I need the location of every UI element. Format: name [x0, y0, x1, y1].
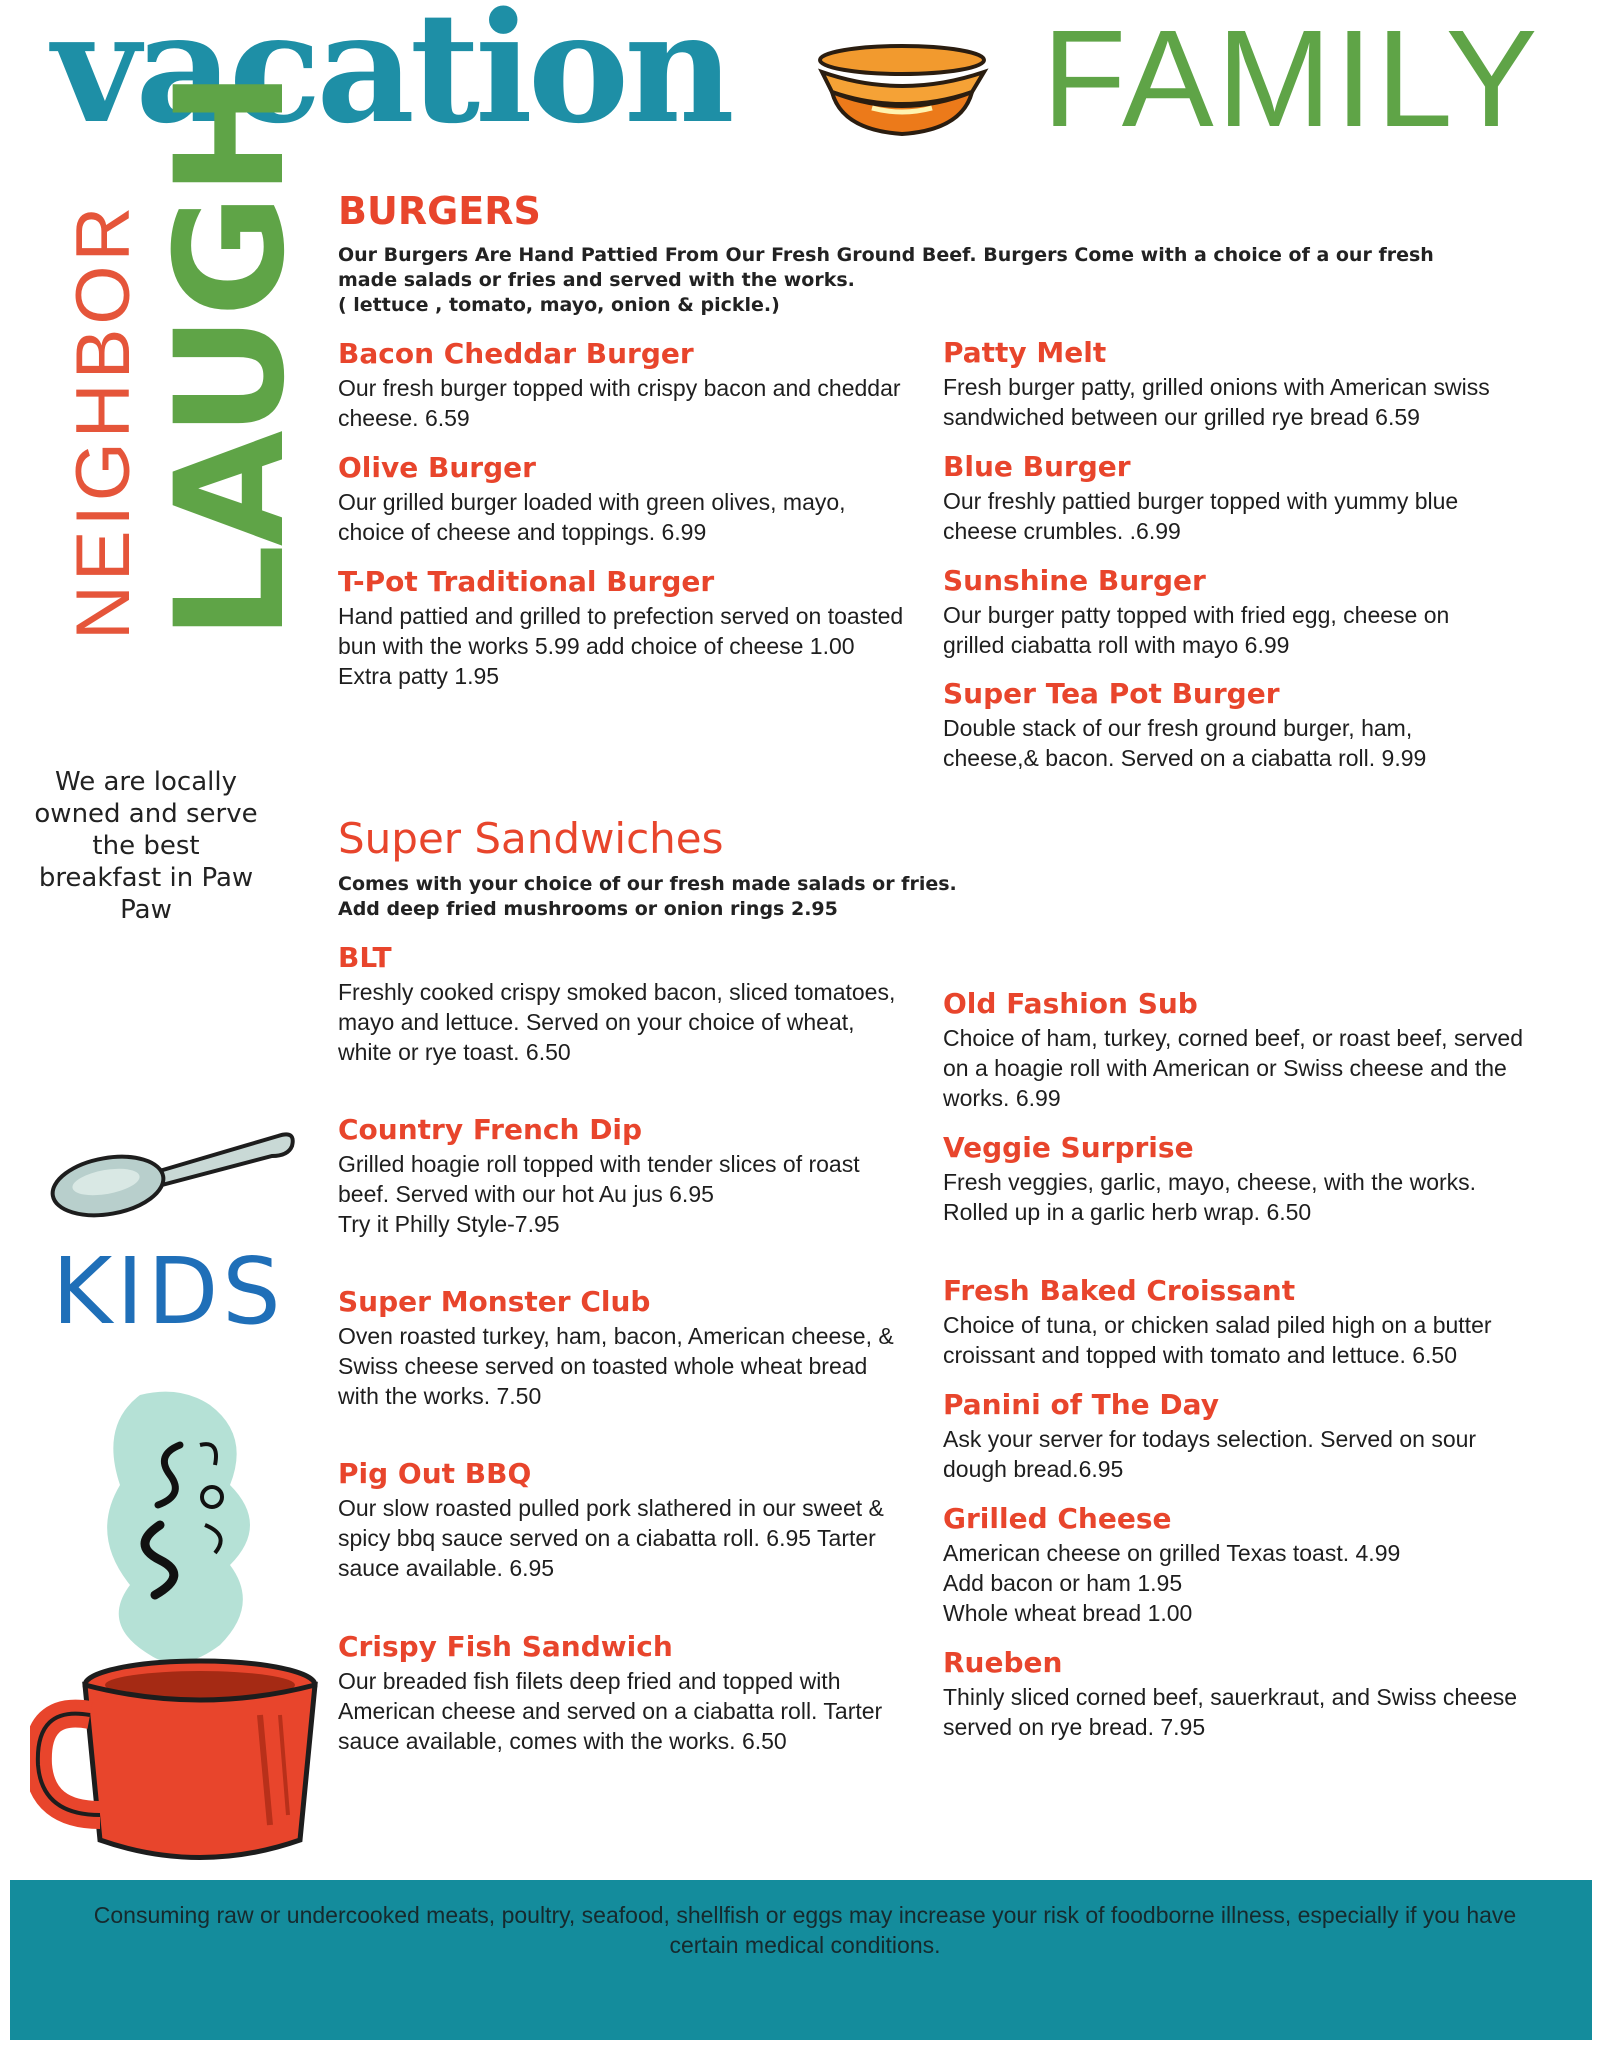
menu-item	[338, 337, 908, 433]
menu-item-name: Blue Burger	[943, 450, 1131, 483]
menu-item-name: Bacon Cheddar Burger	[338, 337, 694, 370]
menu-item-description: Freshly cooked crispy smoked bacon, sliced tomatoes, mayo and lettuce. Served on your choice of wheat, white or rye toast. 6.50	[338, 979, 896, 1065]
menu-item-name: Super Monster Club	[338, 1285, 651, 1318]
menu-item-name: Crispy Fish Sandwich	[338, 1630, 673, 1663]
side-word-laugh: LAUGH	[144, 72, 318, 640]
menu-item-name: Panini of The Day	[943, 1388, 1219, 1421]
menu-item	[943, 564, 1513, 660]
bowl-icon	[812, 30, 992, 145]
menu-item	[943, 987, 1523, 1113]
menu-item-name: Grilled Cheese	[943, 1502, 1172, 1535]
menu-item	[338, 1285, 908, 1411]
menu-item	[943, 1502, 1513, 1628]
menu-item	[338, 1457, 908, 1583]
tagline: We are locally owned and serve the best breakfast in Paw Paw	[34, 767, 258, 925]
menu-item-description: Our grilled burger loaded with green olives, mayo, choice of cheese and toppings. 6.99	[338, 489, 846, 545]
side-word-kids: KIDS	[52, 1238, 285, 1345]
menu-item-name: Patty Melt	[943, 336, 1107, 369]
steaming-mug-icon	[30, 1385, 330, 1870]
spoon-icon	[46, 1110, 296, 1220]
menu-item-name: Super Tea Pot Burger	[943, 677, 1280, 710]
menu-item-name: Rueben	[943, 1646, 1063, 1679]
menu-item	[338, 941, 908, 1067]
menu-item	[338, 451, 908, 547]
menu-item-description: Hand pattied and grilled to prefection served on toasted bun with the works 5.99 add choice of cheese 1.00 Extra patty 1.95	[338, 603, 904, 689]
menu-item-name: Pig Out BBQ	[338, 1457, 532, 1490]
menu-item	[338, 565, 908, 691]
menu-item	[943, 1131, 1513, 1227]
menu-item	[943, 677, 1513, 773]
menu-item-name: Veggie Surprise	[943, 1131, 1194, 1164]
menu-item-description: Thinly sliced corned beef, sauerkraut, and Swiss cheese served on rye bread. 7.95	[943, 1684, 1518, 1740]
sandwiches-description: Comes with your choice of our fresh made salads or fries. Add deep fried mushrooms or onion rings 2.95	[338, 873, 957, 920]
menu-item-name: Olive Burger	[338, 451, 536, 484]
menu-item-description: Oven roasted turkey, ham, bacon, American cheese, & Swiss cheese served on toasted whole wheat bread with the works. 7.50	[338, 1323, 894, 1409]
menu-item	[943, 1646, 1523, 1742]
header-word-family: FAMILY	[1042, 2, 1541, 156]
menu-item-name: Fresh Baked Croissant	[943, 1274, 1296, 1307]
burgers-description: Our Burgers Are Hand Pattied From Our Fresh Ground Beef. Burgers Come with a choice of a our fresh made salads or fries and served with the works. ( lettuce , tomato, mayo, onion & pickle.)	[338, 244, 1434, 316]
sandwiches-title: Super Sandwiches	[338, 814, 724, 863]
footer-disclaimer: Consuming raw or undercooked meats, poultry, seafood, shellfish or eggs may increase your risk of foodborne illness, especially if you have certain medical conditions.	[93, 1902, 1517, 1958]
menu-item-description: Our burger patty topped with fried egg, cheese on grilled ciabatta roll with mayo 6.99	[943, 602, 1450, 658]
footer-band	[10, 1880, 1592, 2040]
menu-item-description: Our slow roasted pulled pork slathered in our sweet & spicy bbq sauce served on a ciabatta roll. 6.95 Tarter sauce available. 6.95	[338, 1495, 884, 1581]
menu-item-description: American cheese on grilled Texas toast. 4.99 Add bacon or ham 1.95 Whole wheat bread 1.00	[943, 1540, 1401, 1626]
header-word-vacation: vacation	[52, 0, 730, 157]
menu-item	[943, 450, 1513, 546]
menu-item-description: Fresh burger patty, grilled onions with American swiss sandwiched between our grilled rye bread 6.59	[943, 374, 1490, 430]
menu-item-description: Ask your server for todays selection. Served on sour dough bread.6.95	[943, 1426, 1477, 1482]
menu-item	[338, 1630, 908, 1756]
menu-item-description: Double stack of our fresh ground burger, ham, cheese,& bacon. Served on a ciabatta roll. 9.99	[943, 715, 1427, 771]
menu-item-name: Country French Dip	[338, 1113, 643, 1146]
menu-item-name: BLT	[338, 941, 392, 974]
menu-item-description: Our freshly pattied burger topped with yummy blue cheese crumbles. .6.99	[943, 488, 1459, 544]
menu-item	[943, 1274, 1523, 1370]
menu-item	[943, 1388, 1513, 1484]
menu-item-name: Sunshine Burger	[943, 564, 1206, 597]
menu-item-description: Fresh veggies, garlic, mayo, cheese, with the works. Rolled up in a garlic herb wrap. 6.50	[943, 1169, 1477, 1225]
menu-item-description: Choice of tuna, or chicken salad piled high on a butter croissant and topped with tomato and lettuce. 6.50	[943, 1312, 1492, 1368]
menu-item-description: Grilled hoagie roll topped with tender slices of roast beef. Served with our hot Au jus 6.95 Try it Philly Style-7.95	[338, 1151, 860, 1237]
menu-item-description: Choice of ham, turkey, corned beef, or roast beef, served on a hoagie roll with American or Swiss cheese and the works. 6.99	[943, 1025, 1523, 1111]
menu-item-name: Old Fashion Sub	[943, 987, 1198, 1020]
menu-item	[943, 336, 1513, 432]
burgers-title: BURGERS	[338, 189, 541, 233]
menu-item-description: Our fresh burger topped with crispy bacon and cheddar cheese. 6.59	[338, 375, 901, 431]
menu-item	[338, 1113, 908, 1239]
menu-item-name: T-Pot Traditional Burger	[338, 565, 715, 598]
menu-item-description: Our breaded fish filets deep fried and topped with American cheese and served on a ciabatta roll. Tarter sauce available, comes with the works. 6.50	[338, 1668, 883, 1754]
side-word-neighbor: NEIGHBOR	[61, 202, 146, 640]
